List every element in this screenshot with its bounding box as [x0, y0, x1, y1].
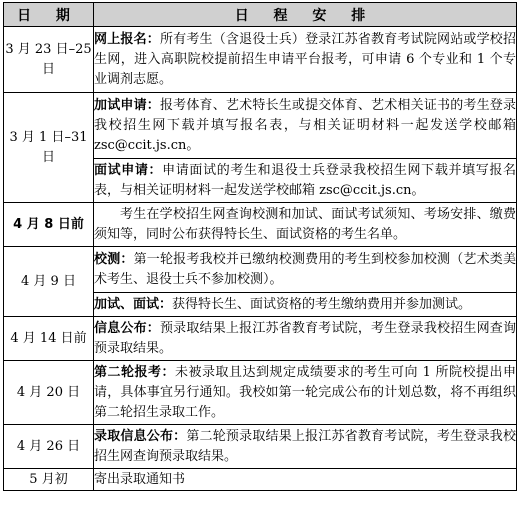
table-row: [4, 425, 517, 469]
table-row: [4, 469, 517, 491]
table-row: [4, 93, 517, 159]
date-cell: 4 月 20 日: [4, 361, 94, 425]
item-text: 所有考生（含退役士兵）登录江苏省教育考试院网站或学校招生网，进入高职院校提前招生申请平台报考，可申请 6 个专业和 1 个专业调剂志愿。: [94, 31, 516, 87]
date-cell: 3 月 23 日–25 日: [4, 27, 94, 93]
date-cell: 3 月 1 日–31 日: [4, 93, 94, 203]
schedule-cell: [94, 159, 517, 203]
item-label: 网上报名：: [94, 31, 160, 47]
table-row: [4, 317, 517, 361]
schedule-cell: [94, 317, 517, 361]
item-text: 第二轮预录取结果上报江苏省教育考试院，考生登录我校招生网查询预录取结果。: [94, 428, 516, 464]
item-label: 加试、面试：: [94, 296, 173, 312]
table-row: [4, 247, 517, 293]
header-row: [4, 3, 517, 27]
schedule-cell: [94, 469, 517, 491]
schedule-column-header: 日 程 安 排: [94, 3, 517, 27]
item-label: 信息公布：: [94, 320, 160, 336]
date-column-header: 日 期: [4, 3, 94, 27]
date-cell: 4 月 8 日前: [4, 203, 94, 247]
schedule-cell: [94, 293, 517, 317]
table-row: [4, 361, 517, 425]
item-text: 预录取结果上报江苏省教育考试院，考生登录我校招生网查询预录取结果。: [94, 320, 516, 356]
table-row: [4, 27, 517, 93]
schedule-cell: [94, 27, 517, 93]
item-label: 面试申请：: [94, 162, 163, 178]
date-cell: 4 月 9 日: [4, 247, 94, 317]
item-label: 录取信息公布：: [94, 428, 187, 444]
date-cell: 4 月 14 日前: [4, 317, 94, 361]
schedule-table: [3, 2, 517, 491]
item-text: 申请面试的考生和退役士兵登录我校招生网下载并填写报名表，与相关证明材料一起发送学校邮箱 zsc@ccit.js.cn。: [94, 162, 516, 198]
schedule-cell: [94, 247, 517, 293]
schedule-cell: [94, 361, 517, 425]
item-text: 考生在学校招生网查询校测和加试、面试考试须知、考场安排、缴费须知等，同时公布获得特长生、面试资格的考生名单。: [94, 206, 516, 242]
table-row: [4, 203, 517, 247]
item-text: 未被录取且达到规定成绩要求的考生可向 1 所院校提出申请，具体事宜另行通知。我校如第一轮完成公布的计划总数，将不再组织第二轮招生录取工作。: [94, 364, 516, 420]
item-label: 加试申请：: [94, 97, 160, 113]
schedule-table-wrapper: [3, 2, 517, 491]
item-text: 报考体育、艺术特长生或提交体育、艺术相关证书的考生登录我校招生网下载并填写报名表，与相关证明材料一起发送学校邮箱 zsc@ccit.js.cn。: [94, 97, 516, 153]
item-label: 校测：: [94, 251, 134, 267]
item-label: 第二轮报考：: [94, 364, 175, 380]
item-text: 寄出录取通知书: [94, 471, 186, 487]
schedule-cell: [94, 93, 517, 159]
date-cell: 5 月初: [4, 469, 94, 491]
item-text: 第一轮报考我校并已缴纳校测费用的考生到校参加校测（艺术类美术考生、退役士兵不参加校测）。: [94, 251, 516, 287]
schedule-cell: [94, 203, 517, 247]
date-cell: 4 月 26 日: [4, 425, 94, 469]
schedule-cell: [94, 425, 517, 469]
item-text: 获得特长生、面试资格的考生缴纳费用并参加测试。: [172, 296, 472, 312]
